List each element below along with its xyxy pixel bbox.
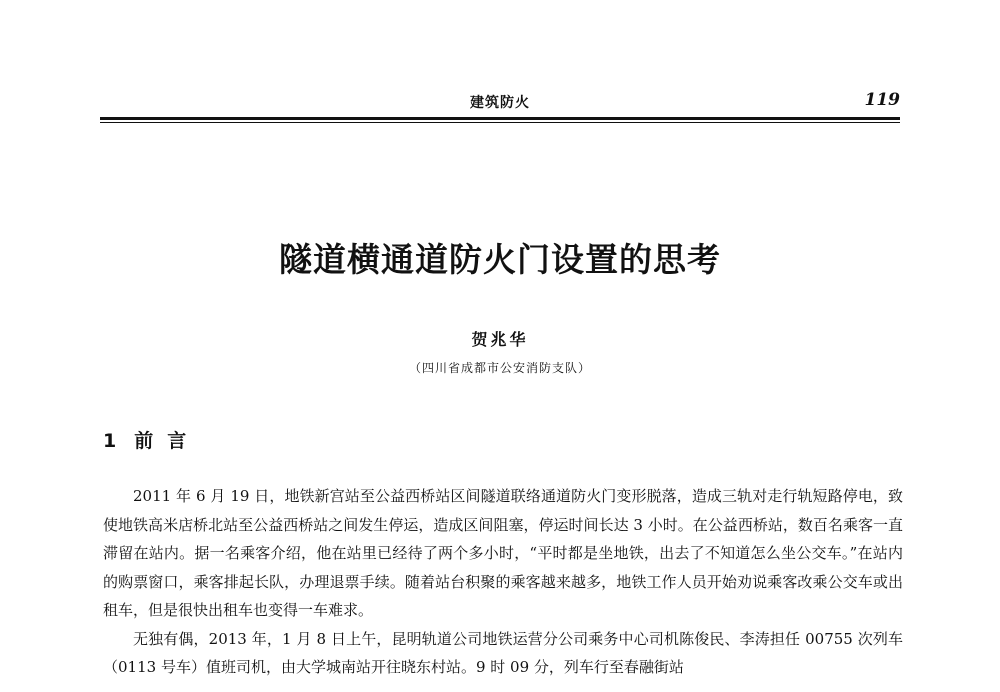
article-title: 隧道横通道防火门设置的思考	[279, 240, 721, 279]
section-title: 前言	[134, 430, 201, 452]
paragraph: 无独有偶，2013 年，1 月 8 日上午，昆明轨道公司地铁运营分公司乘务中心司机陈俊民、李涛担任 00755 次列车（0113 号车）值班司机，由大学城南站开往晓东村站。9 时 09 分，列车行至春融街站	[103, 629, 903, 676]
running-title: 建筑防火	[470, 95, 530, 111]
body-text	[103, 482, 903, 682]
section-number: 1	[103, 430, 117, 452]
section-heading	[103, 426, 200, 453]
author-affiliation: （四川省成都市公安消防支队）	[408, 361, 591, 375]
header-rule-thin	[100, 122, 900, 123]
page-number: 119	[864, 90, 900, 110]
header-rule-thick	[100, 117, 900, 120]
paragraph: 2011 年 6 月 19 日，地铁新宫站至公益西桥站区间隧道联络通道防火门变形脱落，造成三轨对走行轨短路停电，致使地铁高米店桥北站至公益西桥站之间发生停运，造成区间阻塞，停运时间长达 3 小时。在公益西桥站，数百名乘客一直滞留在站内。据一名乘客介绍，他在站里已经待了两个多小时，“平时都是坐地铁，出去了不知道怎么坐公交车。”在站内的购票窗口，乘客排起长队，办理退票手续。随着站台积聚的乘客越来越多，地铁工作人员开始劝说乘客改乘公交车或出租车，但是很快出租车也变得一车难求。	[103, 487, 903, 619]
author-name: 贺兆华	[471, 330, 529, 349]
